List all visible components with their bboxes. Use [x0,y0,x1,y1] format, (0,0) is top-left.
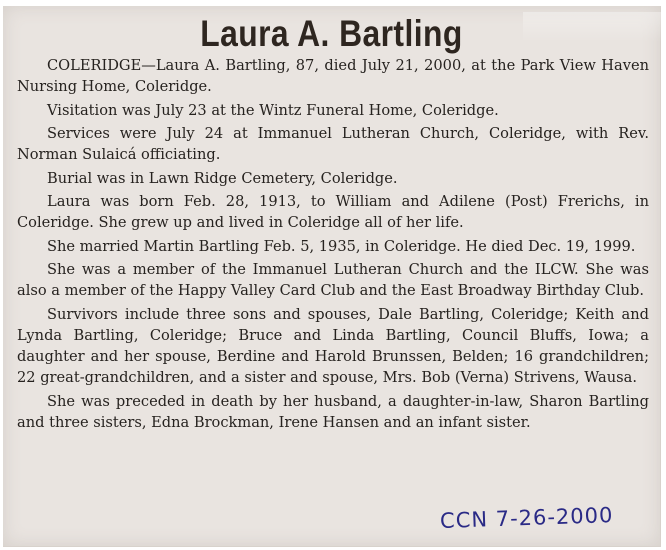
obituary-body [17,55,649,435]
paragraph-burial: Burial was in Lawn Ridge Cemetery, Coleridge. [47,169,398,187]
newspaper-clipping [3,6,661,547]
paragraph-visitation: Visitation was July 23 at the Wintz Funeral Home, Coleridge. [47,101,499,119]
paragraph-marriage: She married Martin Bartling Feb. 5, 1935, in Coleridge. He died Dec. 19, 1999. [47,237,636,255]
paragraph-preceded: She was preceded in death by her husband, a daughter-in-law, Sharon Bartling and three sisters, Edna Brockman, Irene Hansen and an infant sister. [17,392,649,431]
paragraph-survivors: Survivors include three sons and spouses, Dale Bartling, Coleridge; Keith and Lynda Bartling, Coleridge; Bruce and Linda Bartling, Council Bluffs, Iowa; a daughter and her spouse, Berdine and Harold Brunssen, Belden; 16 grandchildren; 22 great-grandchildren, and a sister and spouse, Mrs. Bob (Verna) Strivens, Wausa. [17,305,649,387]
paragraph-memberships: She was a member of the Immanuel Lutheran Church and the ILCW. She was also a member of the Happy Valley Card Club and the East Broadway Birthday Club. [17,261,649,300]
paragraph-death-notice: COLERIDGE—Laura A. Bartling, 87, died July 21, 2000, at the Park View Haven Nursing Home, Coleridge. [17,57,649,96]
paragraph-birth: Laura was born Feb. 28, 1913, to William and Adilene (Post) Frerichs, in Coleridge. She grew up and lived in Coleridge all of her life. [17,193,649,232]
handwritten-note: CCN 7-26-2000 [439,502,614,534]
paragraph-services: Services were July 24 at Immanuel Lutheran Church, Coleridge, with Rev. Norman Sulaicá officiating. [17,125,649,164]
obituary-headline: Laura A. Bartling [200,13,463,54]
